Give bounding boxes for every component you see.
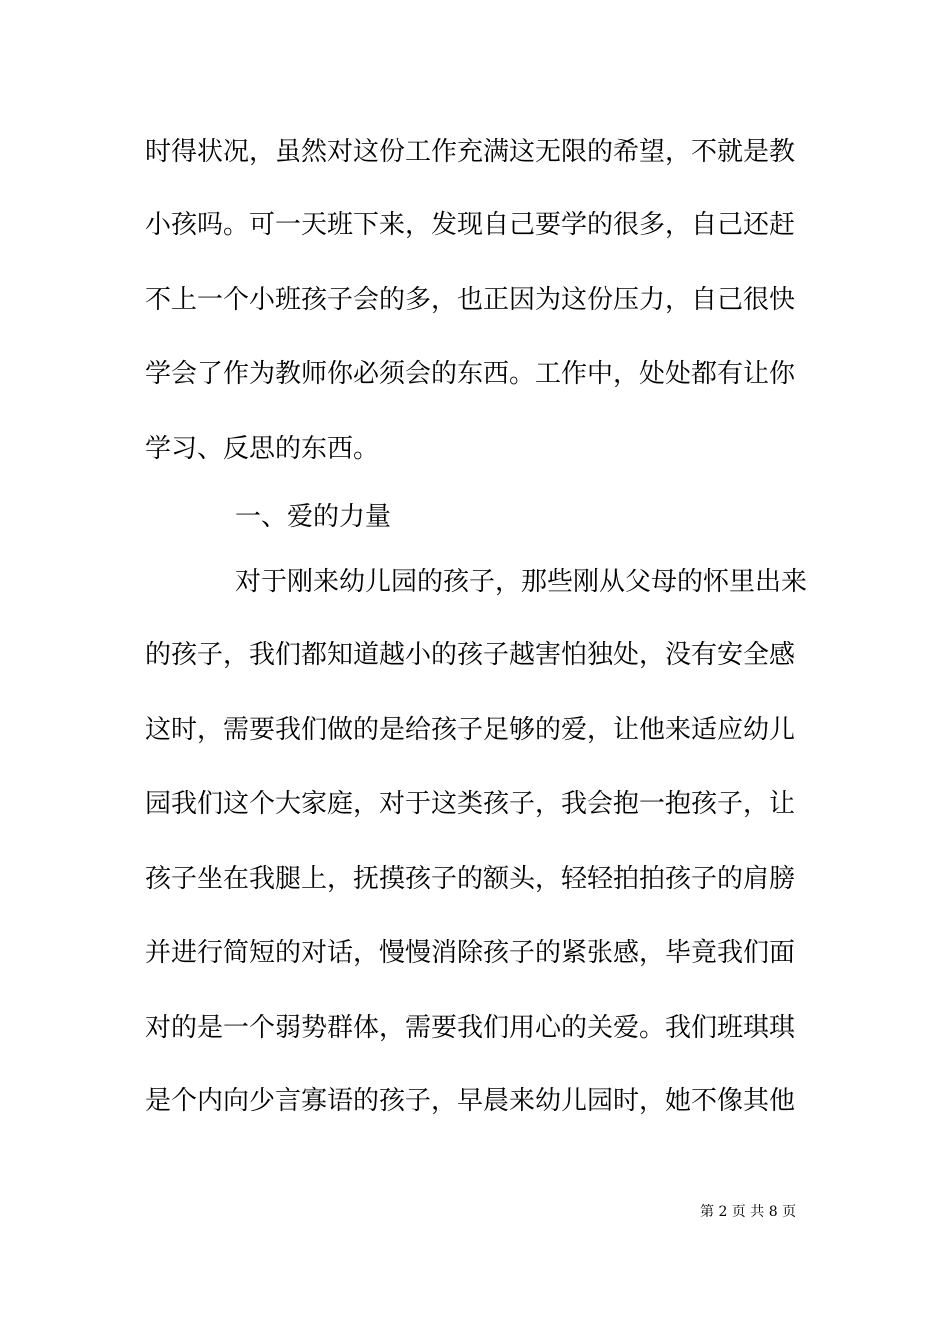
body-line: 对于刚来幼儿园的孩子，那些刚从父母的怀里出来 — [235, 567, 808, 597]
body-line: 学习、反思的东西。 — [145, 434, 380, 464]
body-line: 小孩吗。可一天班下来，发现自己要学的很多，自己还赶 — [145, 210, 796, 240]
body-line: 时得状况，虽然对这份工作充满这无限的希望，不就是教 — [145, 137, 796, 167]
body-line: 这时，需要我们做的是给孩子足够的爱，让他来适应幼儿 — [145, 715, 796, 745]
body-line: 对的是一个弱势群体，需要我们用心的关爱。我们班琪琪 — [145, 1013, 796, 1043]
body-line: 并进行简短的对话，慢慢消除孩子的紧张感，毕竟我们面 — [145, 938, 796, 968]
section-heading: 一、爱的力量 — [235, 502, 392, 532]
body-line: 是个内向少言寡语的孩子，早晨来幼儿园时，她不像其他 — [145, 1086, 796, 1116]
page-number: 第 2 页 共 8 页 — [700, 1204, 797, 1220]
body-line: 不上一个小班孩子会的多，也正因为这份压力，自己很快 — [145, 285, 796, 315]
body-line: 的孩子，我们都知道越小的孩子越害怕独处，没有安全感 — [145, 640, 796, 670]
body-line: 学会了作为教师你必须会的东西。工作中，处处都有让你 — [145, 359, 796, 389]
body-line: 园我们这个大家庭，对于这类孩子，我会抱一抱孩子，让 — [145, 789, 796, 819]
body-line: 孩子坐在我腿上，抚摸孩子的额头，轻轻拍拍孩子的肩膀 — [145, 864, 796, 894]
